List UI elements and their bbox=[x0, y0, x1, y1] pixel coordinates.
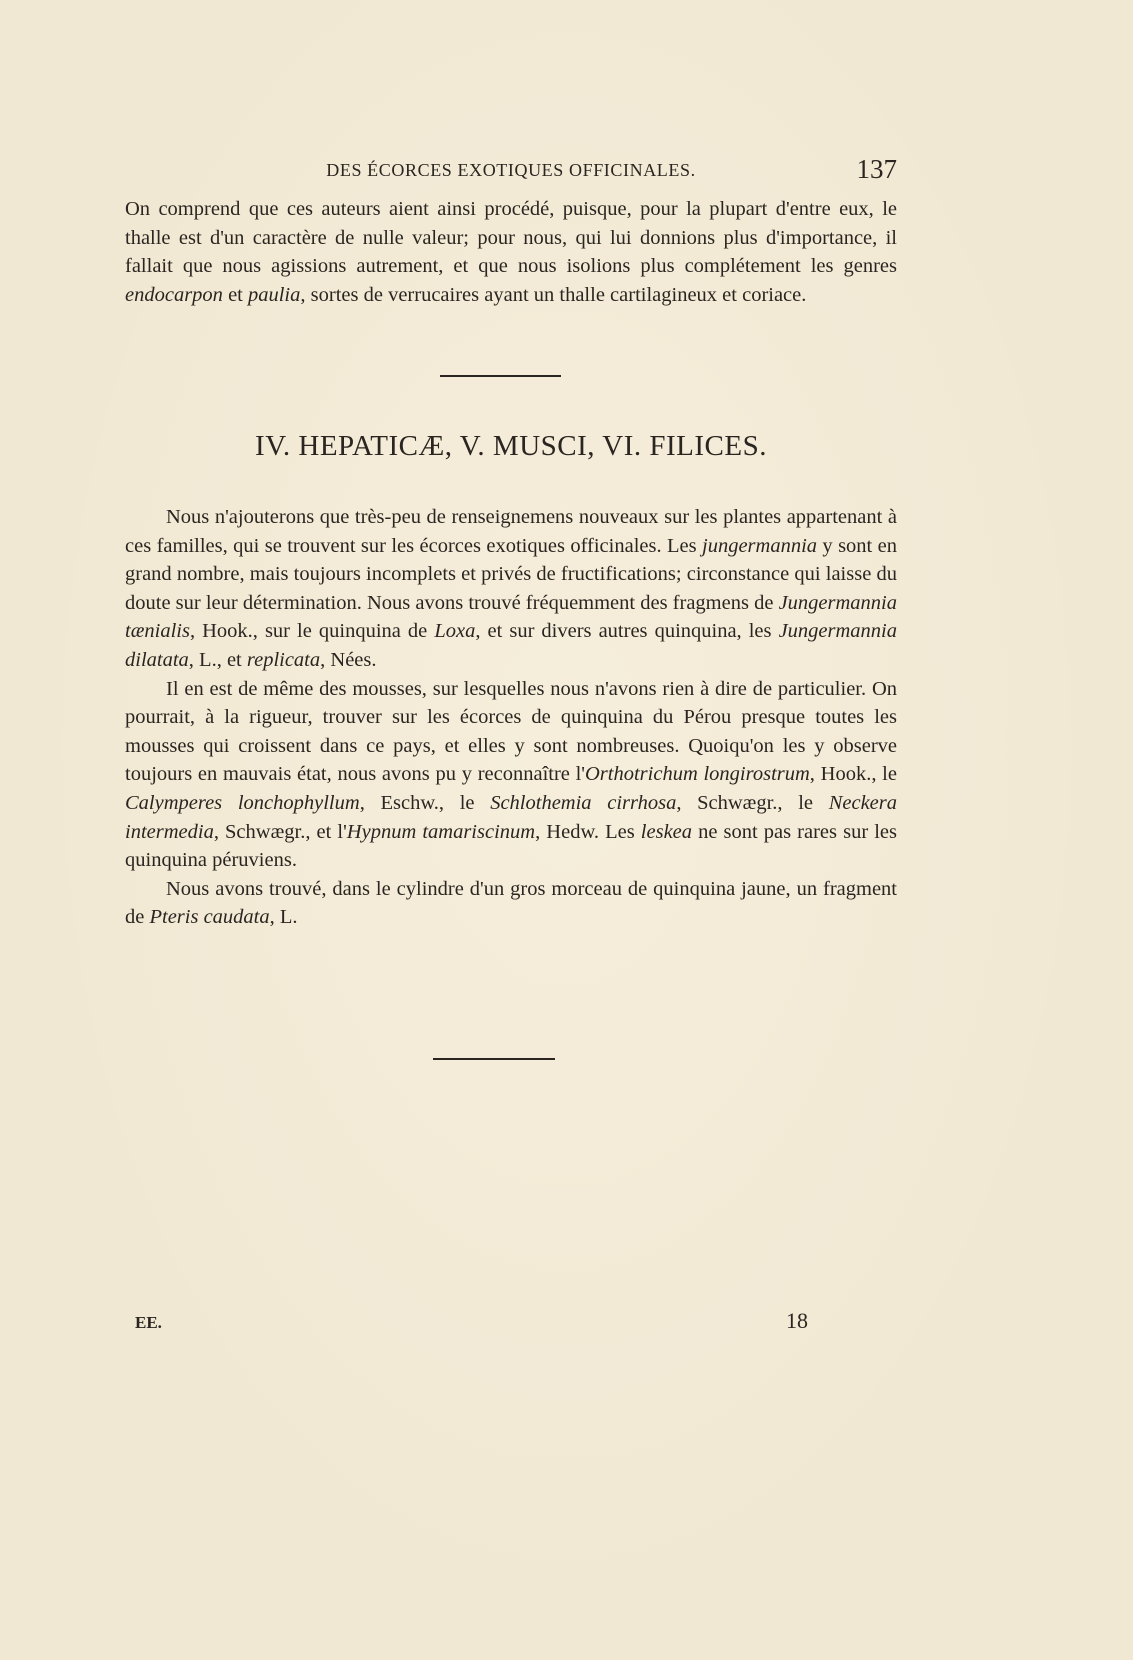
taxon-name: leskea bbox=[640, 820, 693, 843]
text-run: ne sont pas rares sur les quinquina péruviens. bbox=[125, 820, 897, 872]
text-run: , Hedw. Les bbox=[535, 820, 641, 843]
text-run: On comprend que ces auteurs aient ainsi procédé, puisque, pour la plupart d'entre eux, le thalle est d'un caractère de nulle valeur; pour nous, qui lui donnions plus d'importance, il fallait que nous agissions autrement, et que nous isolions plus complétement les genres bbox=[125, 198, 897, 278]
intro-paragraph-text bbox=[125, 195, 897, 309]
signature-mark: EE. bbox=[135, 1313, 162, 1332]
page-number: 137 bbox=[856, 154, 897, 184]
text-run: , sortes de verrucaires ayant un thalle cartilagineux et coriace. bbox=[300, 283, 807, 306]
taxon-name: Jungermannia dilatata bbox=[125, 620, 897, 671]
taxon-name: replicata bbox=[246, 648, 321, 671]
paragraph-musci bbox=[125, 675, 897, 875]
taxon-name: Schlothemia cirrhosa bbox=[490, 791, 677, 814]
intro-paragraph bbox=[125, 195, 897, 309]
taxon-name: endocarpon bbox=[125, 283, 223, 306]
text-run: , L., et bbox=[188, 648, 247, 671]
section-divider-bottom bbox=[433, 1058, 555, 1060]
taxon-name: paulia bbox=[247, 283, 301, 306]
text-run: , Hook., sur le quinquina de bbox=[189, 620, 435, 643]
taxon-name: Hypnum tamariscinum bbox=[346, 820, 536, 843]
text-run: , L. bbox=[269, 906, 298, 929]
text-run: et bbox=[222, 283, 248, 306]
text-run: Il en est de même des mousses, sur lesquelles nous n'avons rien à dire de particulier. On pourrait, à la rigueur, trouver sur les écorces de quinquina du Pérou presque toutes les mousses qui croissent dans ce pays, et elles y sont nombreuses. Quoiqu'on les y observe toujours en mauvais état, nous avons pu y reconnaître l' bbox=[125, 677, 897, 786]
text-run: y sont en grand nombre, mais toujours incomplets et privés de fructifications; circonstance qui laisse du doute sur leur détermination. Nous avons trouvé fréquemment des fragmens de bbox=[125, 534, 897, 614]
taxon-name: Calymperes lonchophyllum bbox=[125, 791, 360, 814]
section-title: IV. HEPATICÆ, V. MUSCI, VI. FILICES. bbox=[255, 430, 767, 462]
text-run: , Schwægr., et l' bbox=[213, 820, 347, 843]
text-run: , Hook., le bbox=[809, 763, 897, 786]
place-name: Loxa bbox=[434, 620, 476, 643]
text-run: Nous n'ajouterons que très-peu de renseignemens nouveaux sur les plantes appartenant à ces familles, qui se trouvent sur les écorces exotiques officinales. Les bbox=[125, 506, 897, 557]
taxon-name: Neckera intermedia bbox=[125, 791, 897, 843]
paragraph-filices bbox=[125, 875, 897, 932]
taxon-name: jungermannia bbox=[702, 534, 818, 557]
taxon-name: Orthotrichum longirostrum bbox=[585, 763, 810, 786]
text-run: , Eschw., le bbox=[359, 791, 491, 814]
taxon-name: Pteris caudata bbox=[149, 906, 270, 929]
running-title: DES ÉCORCES EXOTIQUES OFFICINALES. bbox=[326, 160, 696, 180]
sheet-number: 18 bbox=[786, 1308, 808, 1333]
text-run: Nous avons trouvé, dans le cylindre d'un gros morceau de quinquina jaune, un fragment de bbox=[125, 877, 897, 929]
section-body bbox=[125, 503, 897, 932]
paragraph-hepaticae bbox=[125, 503, 897, 675]
text-run: , et sur divers autres quinquina, les bbox=[475, 620, 779, 643]
text-run: , Nées. bbox=[320, 648, 377, 671]
section-divider-top bbox=[440, 375, 561, 377]
text-run: , Schwægr., le bbox=[676, 791, 829, 814]
running-head bbox=[125, 156, 897, 190]
taxon-name: Jungermannia tænialis bbox=[125, 591, 897, 643]
